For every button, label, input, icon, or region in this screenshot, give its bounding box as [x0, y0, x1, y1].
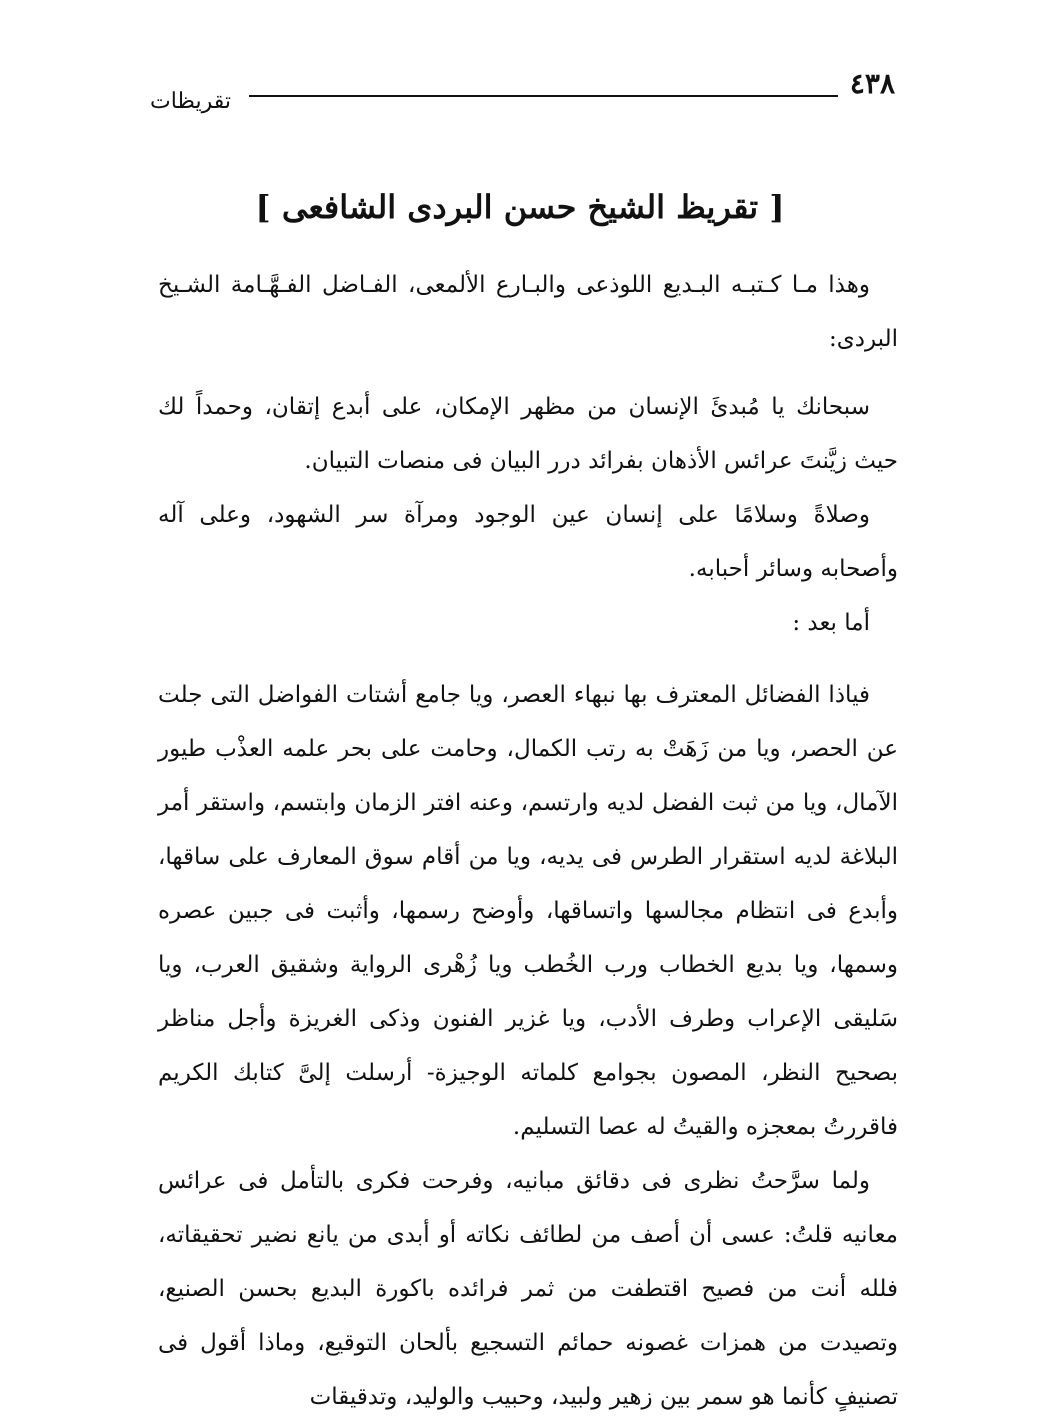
page-number: ٤٣٨: [849, 66, 895, 100]
closing-paragraph: ولما سرَّحتُ نظرى فى دقائق مبانيه، وفرحت فكرى بالتأمل فى عرائس معانيه قلتُ: عسى أن أصف من لطائف نكاته أو أبدى من يانع نضير تحقيقاته، فلله أنت من فصيح اقتطفت من ثمر فرائده باكورة البديع بحسن الصنيع، وتصيدت من همزات غصونه حمائم التسجيع بألحان التوقيع، وماذا أقول فى تصنيفٍ كأنما هو سمر بين زهير ولبيد، وحبيب والوليد، وتدقيقات: [158, 1168, 898, 1410]
running-header: [150, 62, 895, 112]
praise-paragraph: سبحانك يا مُبدئَ الإنسان من مظهر الإمكان، على أبدع إتقان، وحمداً لك حيث زيَّنتَ عرائس الأذهان بفرائد درر البيان فى منصات التبيان.: [158, 394, 898, 474]
salat-paragraph: وصلاةً وسلامًا على إنسان عين الوجود ومرآة سر الشهود، وعلى آله وأصحابه وسائر أحبابه.: [158, 502, 898, 582]
intro-paragraph: وهذا مـا كـتبـه البـديع اللوذعى والبـارع الألمعى، الفـاضل الفـهَّـامة الشـيخ البردى:: [158, 272, 898, 352]
section-title: [ تقريظ الشيخ حسن البردى الشافعى ]: [255, 188, 785, 226]
body-text: [158, 258, 898, 1424]
amma-bad-paragraph: أما بعد :: [792, 610, 870, 636]
header-rule: [249, 95, 838, 97]
section-label: تقريظات: [150, 88, 231, 114]
main-paragraph: فياذا الفضائل المعترف بها نبهاء العصر، ويا جامع أشتات الفواضل التى جلت عن الحصر، ويا من زَهَتْ به رتب الكمال، وحامت على بحر علمه العذْب طيور الآمال، ويا من ثبت الفضل لديه وارتسم، وعنه افتر الزمان وابتسم، واستقر أمر البلاغة لديه استقرار الطرس فى يديه، ويا من أقام سوق المعارف على ساقها، وأبدع فى انتظام مجالسها واتساقها، وأوضح رسمها، وأثبت فى جبين عصره وسمها، ويا بديع الخطاب ورب الخُطب ويا زُهْرى الرواية وشقيق العرب، ويا سَليقى الإعراب وطرف الأدب، ويا غزير الفنون وذكى الغريزة وأجل مناظر بصحيح النظر، المصون بجوامع كلماته الوجيزة- أرسلت إلىَّ كتابك الكريم فاقررتُ بمعجزه والقيتُ له عصا التسليم.: [158, 682, 898, 1140]
